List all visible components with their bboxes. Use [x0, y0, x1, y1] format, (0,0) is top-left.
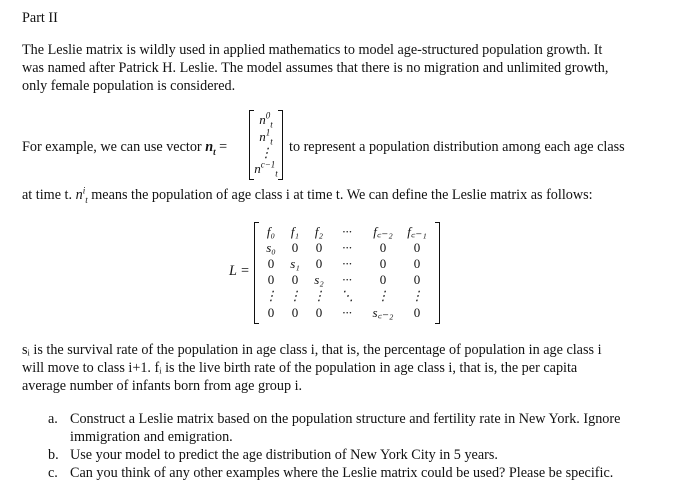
equals-sign: = [219, 139, 228, 155]
matrix-cell: ⋮ [288, 288, 302, 303]
matrix-cell: ··· [342, 224, 352, 239]
question-item: b. Use your model to predict the age distribution of New York City in 5 years. [48, 447, 498, 463]
matrix-cell: f₁ [290, 224, 300, 239]
matrix-cell: 0 [413, 256, 421, 271]
intro-line-2: was named after Patrick H. Leslie. The model assumes that there is no migration and unlimited growth, [22, 60, 609, 76]
matrix-cell: ··· [342, 256, 352, 271]
vector-symbol: $n_t$ [205, 139, 216, 157]
definition-line: at time t. $n^i_t$ means the population of age class i at time t. We can define the Leslie matrix as follows: [22, 185, 593, 205]
matrix-cell: 0 [291, 305, 299, 320]
matrix-cell: s₁ [290, 256, 300, 271]
matrix-cell: f₂ [314, 224, 324, 239]
matrix-cell: 0 [413, 240, 421, 255]
matrix-cell: ⋮ [410, 288, 424, 303]
question-label: b. [48, 447, 59, 463]
intro-line-1: The Leslie matrix is wildly used in applied mathematics to model age-structured population growth. It [22, 42, 603, 58]
vector-entry: $n^{c-1}_t$ [254, 159, 278, 179]
matrix-cell: 0 [379, 240, 387, 255]
definitions-line-3: average number of infants born from age group i. [22, 378, 303, 394]
question-label: c. [48, 465, 58, 481]
example-suffix: to represent a population distribution among each age class [289, 139, 625, 155]
matrix-cell: f₀ [266, 224, 276, 239]
population-vector [249, 110, 283, 178]
question-list [48, 410, 668, 482]
question-item: c. Can you think of any other examples where the Leslie matrix could be used? Please be specific. [48, 465, 614, 481]
matrix-cell: 0 [267, 256, 275, 271]
matrix-cell: f꜀₋₂ [373, 224, 393, 239]
definitions-line-2: will move to class i+1. fᵢ is the live birth rate of the population in age class i, that is, the per capita [22, 360, 578, 376]
matrix-label: L = [229, 263, 250, 279]
matrix-cell: 0 [315, 305, 323, 320]
vector-entry: $n^1_t$ [259, 127, 273, 147]
matrix-cell: 0 [379, 272, 387, 287]
matrix-cell: 0 [315, 256, 323, 271]
example-prefix: For example, we can use vector [22, 139, 202, 155]
matrix-cell: 0 [413, 305, 421, 320]
matrix-cell: ⋱ [340, 288, 354, 303]
matrix-cell: s꜀₋₂ [372, 305, 394, 320]
definitions-paragraph [22, 341, 662, 395]
leslie-matrix [254, 222, 440, 322]
matrix-cell: 0 [291, 240, 299, 255]
matrix-cell: ··· [342, 305, 352, 320]
page-title: Part II [22, 10, 58, 26]
question-item: a. Construct a Leslie matrix based on the population structure and fertility rate in New York. Ignore immigration and emigration. [48, 411, 621, 445]
definitions-line-1: sᵢ is the survival rate of the population in age class i, that is, the percentage of population in age class i [22, 342, 602, 358]
matrix-cell: ··· [342, 272, 352, 287]
intro-paragraph [22, 41, 662, 95]
matrix-cell: 0 [267, 305, 275, 320]
matrix-cell: 0 [315, 240, 323, 255]
vector-entry: ⋮ [259, 145, 273, 160]
right-bracket [435, 222, 440, 324]
matrix-cell: f꜀₋₁ [407, 224, 427, 239]
matrix-cell: ⋮ [312, 288, 326, 303]
matrix-cell: ⋮ [376, 288, 390, 303]
matrix-cell: ⋮ [264, 288, 278, 303]
question-label: a. [48, 411, 58, 427]
example-line [22, 138, 227, 156]
matrix-cell: 0 [413, 272, 421, 287]
intro-line-3: only female population is considered. [22, 78, 236, 94]
matrix-cell: s₀ [266, 240, 276, 255]
matrix-cell: 0 [291, 272, 299, 287]
matrix-cell: 0 [267, 272, 275, 287]
vector-entry: $n^0_t$ [259, 110, 273, 130]
matrix-cell: 0 [379, 256, 387, 271]
matrix-cell: s₂ [314, 272, 324, 287]
matrix-cell: ··· [342, 240, 352, 255]
